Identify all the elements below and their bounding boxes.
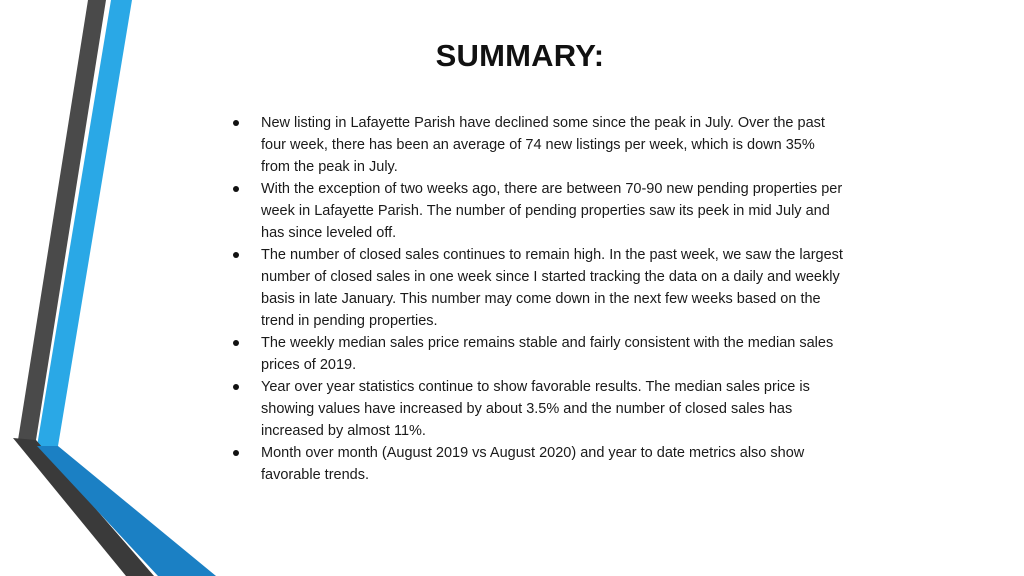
bullet-text: Year over year statistics continue to show favorable results. The median sales price is showing values have increased by about 3.5% and the number of closed sales has increased by almost 11%.: [261, 379, 810, 439]
bullet-item: [231, 244, 843, 332]
bullet-text: New listing in Lafayette Parish have declined some since the peak in July. Over the past four week, there has been an average of 74 new listings per week, which is down 35% from the peak in July.: [261, 115, 825, 175]
bullet-dot-icon: [233, 252, 239, 258]
bullet-text: Month over month (August 2019 vs August 2020) and year to date metrics also show favorable trends.: [261, 445, 805, 483]
bullet-item: [231, 332, 843, 376]
dark-lower-stripe: [13, 438, 154, 576]
bullet-dot-icon: [233, 340, 239, 346]
bullet-dot-icon: [233, 186, 239, 192]
bullet-text: The weekly median sales price remains stable and fairly consistent with the median sales prices of 2019.: [261, 335, 834, 373]
blue-lower-stripe: [37, 446, 216, 576]
slide-title: SUMMARY:: [435, 38, 605, 73]
bullet-dot-icon: [233, 120, 239, 126]
bullet-item: [231, 112, 843, 178]
bullet-dot-icon: [233, 384, 239, 390]
bullet-item: [231, 442, 843, 486]
bullet-text: With the exception of two weeks ago, there are between 70-90 new pending properties per week in Lafayette Parish. The number of pending properties saw its peek in mid July and has since leveled off.: [261, 181, 843, 241]
bullet-item: [231, 178, 843, 244]
bullet-item: [231, 376, 843, 442]
summary-bullet-list: [231, 112, 843, 486]
bullet-dot-icon: [233, 450, 239, 456]
bullet-text: The number of closed sales continues to remain high. In the past week, we saw the largest number of closed sales in one week since I started tracking the data on a daily and weekly basis in late January. This number may come down in the next few weeks based on the trend in pending properties.: [261, 247, 843, 329]
